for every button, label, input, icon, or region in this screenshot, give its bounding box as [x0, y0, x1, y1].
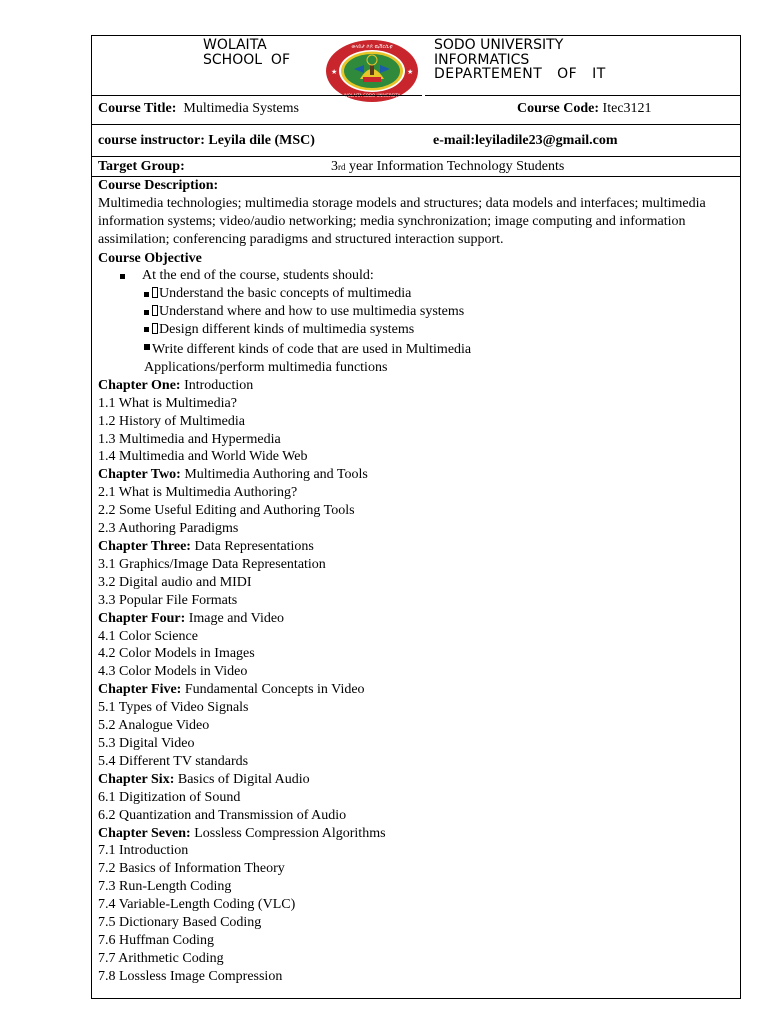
section-item: 7.2 Basics of Information Theory — [98, 861, 285, 877]
section-item: 6.1 Digitization of Sound — [98, 789, 241, 805]
section-item: 5.1 Types of Video Signals — [98, 700, 249, 716]
section-item: 1.3 Multimedia and Hypermedia — [98, 431, 281, 447]
chapter-list — [98, 377, 738, 986]
header — [92, 36, 740, 98]
section-item: 7.4 Variable-Length Coding (VLC) — [98, 897, 296, 913]
section-item: 7.3 Run-Length Coding — [98, 879, 232, 895]
chapter-title: Multimedia Authoring and Tools — [184, 467, 368, 483]
instructor-row — [92, 125, 740, 157]
missing-glyph-icon — [152, 287, 158, 298]
header-right — [434, 38, 606, 82]
chapter-title: Lossless Compression Algorithms — [194, 825, 386, 841]
course-code-value: Itec3121 — [602, 101, 652, 116]
university-seal-logo — [319, 39, 425, 98]
section-item: 4.1 Color Science — [98, 628, 198, 644]
chapter-heading — [98, 466, 738, 484]
course-title-label: Course Title: — [98, 101, 177, 116]
section-item: 4.3 Color Models in Video — [98, 664, 248, 680]
instructor-email: e-mail:leyiladile23@gmail.com — [433, 133, 618, 148]
section-item: 7.8 Lossless Image Compression — [98, 968, 283, 984]
chapter-heading — [98, 610, 738, 628]
section-item: 6.2 Quantization and Transmission of Audio — [98, 807, 347, 823]
course-title — [98, 101, 299, 117]
chapter-title: Introduction — [184, 377, 254, 393]
chapter-label: Chapter Six: — [98, 771, 175, 787]
chapter-label: Chapter Five: — [98, 682, 182, 698]
section-item: 1.2 History of Multimedia — [98, 413, 245, 429]
section-item: 3.2 Digital audio and MIDI — [98, 574, 252, 590]
seal-bottom-text: WOLAITA SODO UNIVERSITY — [343, 93, 401, 98]
chapter-label: Chapter Two: — [98, 467, 181, 483]
objective-item: Write different kinds of code that are used in Multimedia — [98, 341, 738, 359]
chapter-heading — [98, 681, 738, 699]
section-item: 5.4 Different TV standards — [98, 753, 249, 769]
header-right-line3: DEPARTEMENT OF IT — [434, 66, 606, 82]
section-item: 7.7 Arithmetic Coding — [98, 950, 224, 966]
chapter-label: Chapter Four: — [98, 610, 186, 626]
chapter-label: Chapter One: — [98, 377, 181, 393]
syllabus-body — [98, 177, 738, 986]
chapter-title: Fundamental Concepts in Video — [184, 682, 365, 698]
course-title-row — [92, 96, 740, 125]
section-item: 1.1 What is Multimedia? — [98, 395, 237, 411]
missing-glyph-icon — [152, 305, 158, 316]
chapter-heading — [98, 538, 738, 556]
bullet-icon — [144, 310, 149, 315]
section-item: 2.2 Some Useful Editing and Authoring Tools — [98, 503, 355, 519]
objective-heading: Course Objective — [98, 250, 202, 266]
course-title-value: Multimedia Systems — [183, 101, 299, 116]
bullet-icon — [144, 327, 149, 332]
section-item: 7.5 Dictionary Based Coding — [98, 915, 262, 931]
header-right-line1: SODO UNIVERSITY — [434, 37, 564, 53]
objective-continuation: Applications/perform multimedia functions — [144, 359, 388, 375]
section-item: 2.1 What is Multimedia Authoring? — [98, 485, 298, 501]
description-heading: Course Description: — [98, 178, 219, 193]
chapter-label: Chapter Seven: — [98, 825, 191, 841]
target-group-value: 3rd year Information Technology Students — [331, 159, 565, 174]
chapter-heading — [98, 825, 738, 843]
course-code — [517, 101, 652, 117]
chapter-title: Image and Video — [188, 610, 285, 626]
section-item: 1.4 Multimedia and World Wide Web — [98, 449, 308, 465]
target-group-row — [92, 157, 740, 177]
chapter-heading — [98, 771, 738, 789]
bullet-icon — [144, 292, 149, 297]
chapter-title: Basics of Digital Audio — [177, 771, 310, 787]
header-left — [203, 38, 290, 67]
course-instructor: course instructor: Leyila dile (MSC) — [98, 133, 315, 148]
svg-text:★: ★ — [407, 68, 414, 76]
section-item: 2.3 Authoring Paradigms — [98, 521, 239, 537]
chapter-label: Chapter Three: — [98, 539, 191, 555]
section-item: 4.2 Color Models in Images — [98, 646, 255, 662]
objective-item: Design different kinds of multimedia systems — [98, 321, 738, 339]
header-right-line2: INFORMATICS — [434, 51, 530, 68]
chapter-title: Data Representations — [194, 539, 314, 555]
header-left-line2: SCHOOL OF — [203, 51, 291, 68]
objective-item: Understand where and how to use multimedia systems — [98, 303, 738, 321]
section-item: 5.3 Digital Video — [98, 735, 195, 751]
section-item: 7.1 Introduction — [98, 843, 189, 859]
header-left-line1: WOLAITA — [203, 37, 267, 53]
svg-text:★: ★ — [331, 68, 338, 76]
section-item: 5.2 Analogue Video — [98, 718, 210, 734]
seal-top-text: ወላይታ ሶዶ ዩኒቨርሲቲ — [351, 44, 393, 50]
section-item: 3.3 Popular File Formats — [98, 592, 238, 608]
description-text: Multimedia technologies; multimedia storage models and structures; data models and interfaces; multimedia information systems; video/audio networking; media synchronization; image computing and information assimilation; conferencing paradigms and structured interaction support. — [98, 195, 706, 248]
objective-intro: At the end of the course, students should: — [98, 267, 738, 285]
syllabus-page — [91, 35, 741, 999]
target-group-label: Target Group: — [98, 159, 185, 174]
bullet-icon — [144, 344, 150, 350]
course-code-label: Course Code: — [517, 101, 600, 116]
bullet-icon — [120, 274, 125, 279]
missing-glyph-icon — [152, 323, 158, 334]
section-item: 3.1 Graphics/Image Data Representation — [98, 556, 326, 572]
objective-item: Understand the basic concepts of multimedia — [98, 285, 738, 303]
section-item: 7.6 Huffman Coding — [98, 932, 215, 948]
chapter-heading — [98, 377, 738, 395]
